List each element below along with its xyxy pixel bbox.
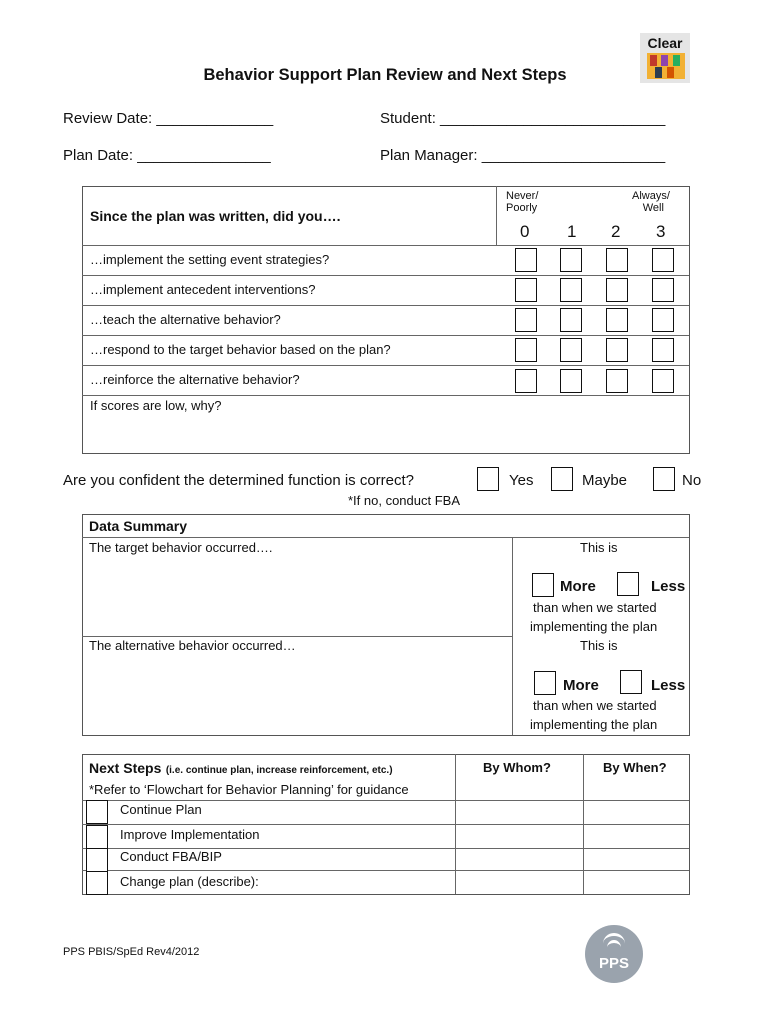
rating-q3-3-checkbox[interactable]: [652, 308, 674, 332]
alternative-this-is: This is: [580, 638, 618, 653]
function-maybe-checkbox[interactable]: [551, 467, 573, 491]
rating-q3-2-checkbox[interactable]: [606, 308, 628, 332]
rating-q4-0-checkbox[interactable]: [515, 338, 537, 362]
data-summary-heading: Data Summary: [89, 518, 188, 534]
conduct-fba-label: Conduct FBA/BIP: [120, 849, 222, 864]
rating-q3-1-checkbox[interactable]: [560, 308, 582, 332]
rating-q5-0-checkbox[interactable]: [515, 369, 537, 393]
fba-note: *If no, conduct FBA: [348, 493, 461, 508]
question-reinforce: …reinforce the alternative behavior?: [90, 372, 300, 387]
target-more-checkbox[interactable]: [532, 573, 554, 597]
alternative-compare-line2: implementing the plan: [530, 717, 658, 732]
function-no-checkbox[interactable]: [653, 467, 675, 491]
never-label: Never/ Poorly: [506, 190, 539, 214]
question-teach: …teach the alternative behavior?: [90, 312, 281, 327]
question-respond: …respond to the target behavior based on the plan?: [90, 342, 391, 357]
pps-logo: [585, 925, 643, 983]
scale-1: 1: [567, 222, 577, 241]
continue-plan-label: Continue Plan: [120, 802, 202, 817]
rating-q2-2-checkbox[interactable]: [606, 278, 628, 302]
improve-implementation-label: Improve Implementation: [120, 827, 260, 842]
scale-0: 0: [520, 222, 530, 241]
rating-q1-1-checkbox[interactable]: [560, 248, 582, 272]
target-behavior-label: The target behavior occurred….: [89, 540, 273, 555]
target-compare-line2: implementing the plan: [530, 619, 658, 634]
rating-q1-2-checkbox[interactable]: [606, 248, 628, 272]
change-plan-checkbox[interactable]: [86, 871, 108, 895]
conduct-fba-checkbox[interactable]: [86, 848, 108, 872]
next-steps-heading: Next Steps: [89, 760, 162, 776]
review-date-field[interactable]: Review Date: ______________: [63, 110, 274, 127]
question-setting-event: …implement the setting event strategies?: [90, 252, 330, 267]
continue-plan-checkbox[interactable]: [86, 800, 108, 824]
rating-q5-3-checkbox[interactable]: [652, 369, 674, 393]
next-steps-header: [89, 760, 393, 778]
rating-q4-2-checkbox[interactable]: [606, 338, 628, 362]
target-compare-line1: than when we started: [533, 600, 657, 615]
alternative-less-checkbox[interactable]: [620, 670, 642, 694]
student-field[interactable]: Student: ___________________________: [380, 110, 666, 127]
by-whom-header: By Whom?: [483, 760, 551, 775]
rating-q3-0-checkbox[interactable]: [515, 308, 537, 332]
flame-inner-icon: [607, 940, 621, 955]
function-question: Are you confident the determined function is correct?: [63, 472, 415, 489]
rating-prompt: Since the plan was written, did you….: [90, 208, 341, 224]
function-yes-label: Yes: [509, 472, 534, 489]
clear-logo-text: Clear: [647, 35, 683, 51]
target-less-checkbox[interactable]: [617, 572, 639, 596]
low-scores-label: If scores are low, why?: [90, 398, 222, 413]
rating-q2-3-checkbox[interactable]: [652, 278, 674, 302]
footer-revision: PPS PBIS/SpEd Rev4/2012: [63, 946, 200, 958]
plan-date-field[interactable]: Plan Date: ________________: [63, 147, 271, 164]
always-label: Always/ Well: [632, 190, 670, 214]
target-more-label: More: [560, 578, 596, 595]
rating-q4-3-checkbox[interactable]: [652, 338, 674, 362]
question-antecedent: …implement antecedent interventions?: [90, 282, 316, 297]
scale-2: 2: [611, 222, 621, 241]
alternative-compare-line1: than when we started: [533, 698, 657, 713]
change-plan-label: Change plan (describe):: [120, 874, 259, 889]
target-this-is: This is: [580, 540, 618, 555]
rating-q2-0-checkbox[interactable]: [515, 278, 537, 302]
rating-q1-0-checkbox[interactable]: [515, 248, 537, 272]
alternative-behavior-label: The alternative behavior occurred…: [89, 638, 296, 653]
by-when-header: By When?: [603, 760, 667, 775]
page-title: Behavior Support Plan Review and Next Steps: [203, 66, 567, 84]
alternative-less-label: Less: [651, 677, 686, 694]
next-steps-note: (i.e. continue plan, increase reinforcement, etc.): [165, 765, 393, 776]
flowchart-reference: *Refer to ‘Flowchart for Behavior Planning’ for guidance: [89, 782, 409, 797]
rating-q1-3-checkbox[interactable]: [652, 248, 674, 272]
rating-q5-1-checkbox[interactable]: [560, 369, 582, 393]
rating-q4-1-checkbox[interactable]: [560, 338, 582, 362]
target-less-label: Less: [651, 578, 686, 595]
function-maybe-label: Maybe: [582, 472, 628, 489]
rating-q2-1-checkbox[interactable]: [560, 278, 582, 302]
alternative-more-checkbox[interactable]: [534, 671, 556, 695]
pps-logo-text: PPS: [598, 955, 629, 972]
improve-implementation-checkbox[interactable]: [86, 825, 108, 849]
scale-3: 3: [656, 222, 666, 241]
rating-q5-2-checkbox[interactable]: [606, 369, 628, 393]
alternative-more-label: More: [563, 677, 599, 694]
plan-manager-field[interactable]: Plan Manager: ______________________: [380, 147, 666, 164]
function-no-label: No: [682, 472, 702, 489]
function-yes-checkbox[interactable]: [477, 467, 499, 491]
